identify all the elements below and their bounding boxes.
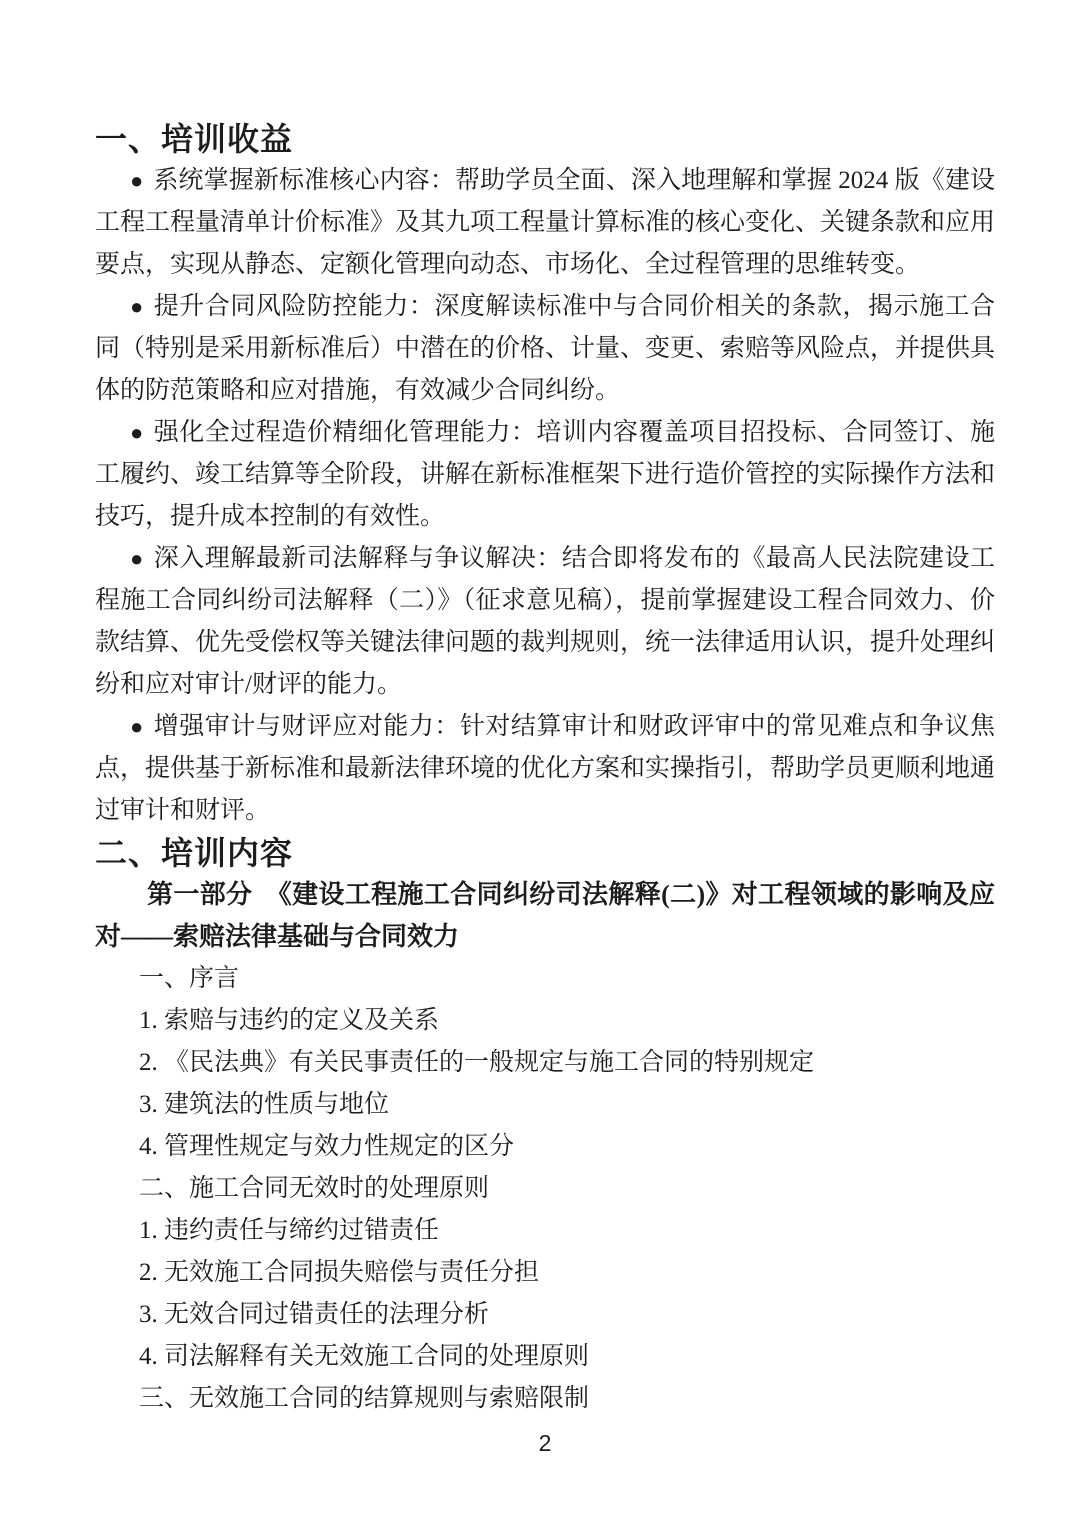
outline-item: 2. 无效施工合同损失赔偿与责任分担: [139, 1259, 540, 1286]
bullet-icon: ●: [130, 714, 144, 739]
outline-item: 1. 违约责任与缔约过错责任: [139, 1217, 440, 1244]
benefit-paragraph: [95, 412, 995, 538]
benefit-text: 强化全过程造价精细化管理能力：培训内容覆盖项目招投标、合同签订、施工履约、竣工结算等全阶段，讲解在新标准框架下进行造价管控的实际操作方法和技巧，提升成本控制的有效性。: [95, 419, 996, 530]
outline-item: 三、无效施工合同的结算规则与索赔限制: [139, 1385, 590, 1412]
benefit-paragraph: [95, 706, 995, 832]
benefit-text: 系统掌握新标准核心内容：帮助学员全面、深入地理解和掌握 2024 版《建设工程工程量清单计价标准》及其九项工程量计算标准的核心变化、关键条款和应用要点，实现从静态、定额化管理向动态、市场化、全过程管理的思维转变。: [95, 167, 996, 278]
outline-item: 3. 建筑法的性质与地位: [139, 1091, 390, 1118]
benefit-text: 增强审计与财评应对能力：针对结算审计和财政评审中的常见难点和争议焦点，提供基于新标准和最新法律环境的优化方案和实操指引，帮助学员更顺利地通过审计和财评。: [95, 713, 996, 824]
bullet-icon: ●: [130, 294, 144, 319]
bullet-icon: ●: [130, 420, 144, 445]
part1-title: 第一部分 《建设工程施工合同纠纷司法解释(二)》对工程领域的影响及应对——索赔法律基础与合同效力: [95, 880, 995, 951]
bullet-icon: ●: [130, 546, 144, 571]
section-heading-benefits: 一、培训收益: [95, 121, 294, 157]
benefit-text: 提升合同风险防控能力：深度解读标准中与合同价相关的条款，揭示施工合同（特别是采用新标准后）中潜在的价格、计量、变更、索赔等风险点，并提供具体的防范策略和应对措施，有效减少合同纠纷。: [95, 293, 996, 404]
outline-item: 4. 管理性规定与效力性规定的区分: [139, 1133, 515, 1160]
benefit-paragraph: [95, 286, 995, 412]
benefit-text: 深入理解最新司法解释与争议解决：结合即将发布的《最高人民法院建设工程施工合同纠纷司法解释（二）》（征求意见稿），提前掌握建设工程合同效力、价款结算、优先受偿权等关键法律问题的裁判规则，统一法律适用认识，提升处理纠纷和应对审计/财评的能力。: [95, 545, 996, 698]
bullet-icon: ●: [130, 168, 144, 193]
outline-item: 4. 司法解释有关无效施工合同的处理原则: [139, 1343, 590, 1370]
outline-item: 二、施工合同无效时的处理原则: [139, 1175, 490, 1202]
outline-item: 2. 《民法典》有关民事责任的一般规定与施工合同的特别规定: [139, 1049, 815, 1076]
outline-item: 一、序言: [139, 965, 240, 992]
outline-item: 3. 无效合同过错责任的法理分析: [139, 1301, 490, 1328]
benefit-paragraph: [95, 160, 995, 286]
page-number: 2: [538, 1430, 552, 1456]
part1-outline: [95, 958, 995, 1420]
outline-item: 1. 索赔与违约的定义及关系: [139, 1007, 440, 1034]
benefit-paragraph: [95, 538, 995, 706]
section-heading-content: 二、培训内容: [95, 835, 294, 871]
